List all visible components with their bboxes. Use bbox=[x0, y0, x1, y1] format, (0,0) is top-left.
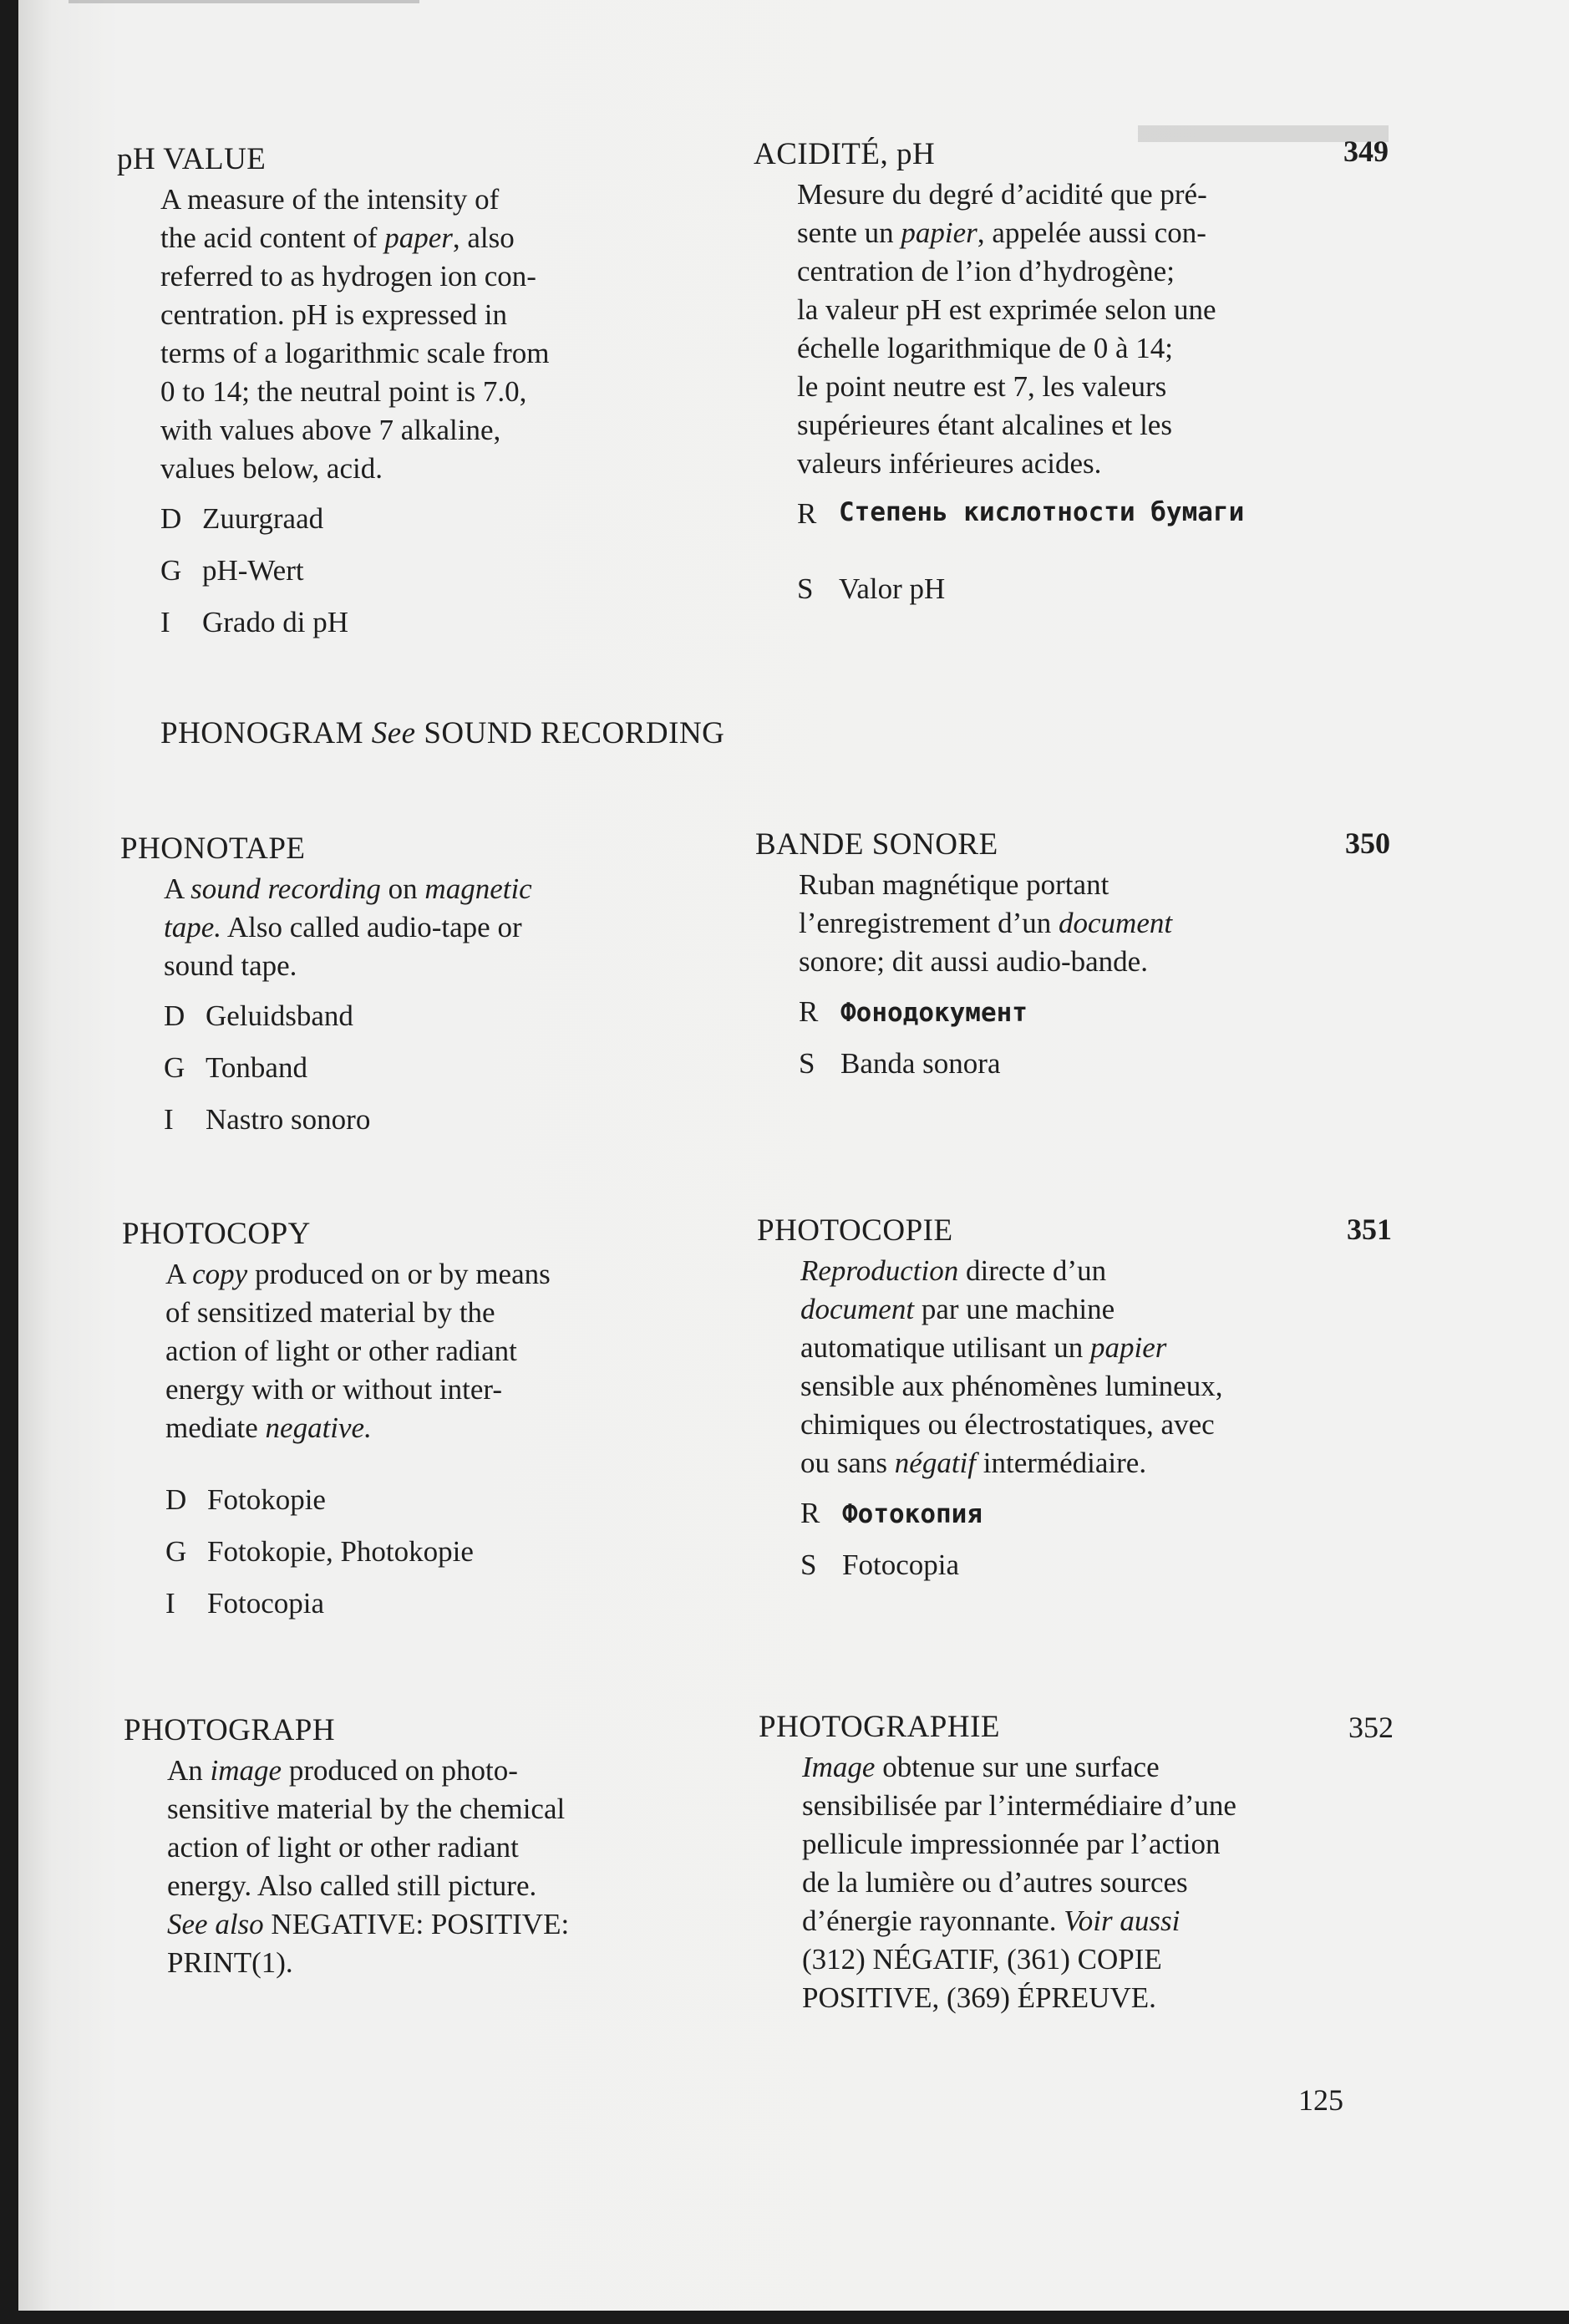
definition-line: document par une machine bbox=[800, 1293, 1115, 1325]
entry-ph-value bbox=[117, 140, 752, 655]
definition-line: A copy produced on or by means bbox=[165, 1258, 551, 1290]
translation-row: I Nastro sonoro bbox=[164, 1103, 371, 1136]
entry-acidite bbox=[754, 135, 1405, 622]
book-page bbox=[18, 0, 1569, 2311]
cross-reference-phonogram: PHONOGRAM See SOUND RECORDING bbox=[160, 716, 725, 750]
definition-line: POSITIVE, (369) ÉPREUVE. bbox=[802, 1981, 1156, 2014]
definition-line: centration. pH is expressed in bbox=[160, 298, 508, 331]
translation-row: D Zuurgraad bbox=[160, 502, 324, 535]
definition-line: sonore; dit aussi audio-bande. bbox=[799, 945, 1148, 978]
definition-line: values below, acid. bbox=[160, 452, 383, 485]
definition-line: tape. Also called audio-tape or bbox=[164, 911, 522, 943]
translations bbox=[120, 997, 755, 1152]
entry-photographie bbox=[759, 1708, 1427, 2017]
translation-row: R Фотокопия bbox=[800, 1497, 983, 1529]
definition-line: ou sans négatif intermédiaire. bbox=[800, 1447, 1147, 1479]
translation-row: S Fotocopia bbox=[800, 1548, 959, 1581]
entry-number: 352 bbox=[1348, 1711, 1394, 1744]
entry-definition bbox=[122, 1255, 757, 1447]
definition-line: energy. Also called still picture. bbox=[167, 1869, 537, 1902]
translation-row: D Geluidsband bbox=[164, 999, 353, 1032]
definition-line: with values above 7 alkaline, bbox=[160, 414, 501, 446]
definition-line: referred to as hydrogen ion con- bbox=[160, 260, 536, 292]
entry-bande-sonore bbox=[755, 826, 1407, 1096]
entry-heading: PHOTOCOPIE bbox=[757, 1213, 953, 1248]
definition-line: l’enregistrement d’un document bbox=[799, 907, 1173, 939]
entry-number: 351 bbox=[1347, 1213, 1392, 1246]
translations bbox=[754, 495, 1405, 622]
entry-number: 349 bbox=[1343, 135, 1389, 168]
definition-line: sensible aux phénomènes lumineux, bbox=[800, 1370, 1223, 1402]
entry-heading: pH VALUE bbox=[117, 142, 267, 176]
page-number: 125 bbox=[1298, 2083, 1343, 2117]
entry-photocopy bbox=[122, 1215, 757, 1636]
definition-line: (312) NÉGATIF, (361) COPIE bbox=[802, 1943, 1162, 1976]
entry-definition bbox=[117, 181, 752, 488]
definition-line: A measure of the intensity of bbox=[160, 183, 500, 216]
translation-row: G pH-Wert bbox=[160, 554, 304, 587]
translation-row: G Tonband bbox=[164, 1051, 307, 1084]
definition-line: Image obtenue sur une surface bbox=[802, 1751, 1160, 1783]
definition-line: Mesure du degré d’acidité que pré- bbox=[797, 178, 1207, 211]
definition-line: Ruban magnétique portant bbox=[799, 868, 1109, 901]
entry-definition bbox=[757, 1252, 1425, 1482]
entry-heading: PHOTOGRAPHIE bbox=[759, 1710, 1001, 1744]
definition-line: sensitive material by the chemical bbox=[167, 1793, 566, 1825]
definition-line: energy with or without inter- bbox=[165, 1373, 503, 1406]
definition-line: See also NEGATIVE: POSITIVE: bbox=[167, 1908, 570, 1940]
translations bbox=[122, 1481, 757, 1636]
translations bbox=[755, 993, 1407, 1096]
definition-line: the acid content of paper, also bbox=[160, 221, 515, 254]
entry-definition bbox=[120, 870, 755, 985]
entry-definition bbox=[754, 175, 1405, 483]
definition-line: d’énergie rayonnante. Voir aussi bbox=[802, 1904, 1181, 1937]
entry-heading: ACIDITÉ, pH bbox=[754, 137, 936, 171]
translations bbox=[117, 500, 752, 655]
translation-row: R Фонодокумент bbox=[799, 995, 1028, 1028]
translation-row: S Banda sonora bbox=[799, 1047, 1001, 1080]
translation-row: S Valor pH bbox=[797, 572, 946, 605]
translation-row: I Grado di pH bbox=[160, 606, 348, 638]
entry-definition bbox=[755, 866, 1407, 981]
definition-line: supérieures étant alcalines et les bbox=[797, 409, 1172, 441]
translation-row: G Fotokopie, Photokopie bbox=[165, 1535, 474, 1568]
definition-line: PRINT(1). bbox=[167, 1946, 293, 1979]
entry-definition bbox=[124, 1752, 775, 1982]
entry-photocopie bbox=[757, 1212, 1425, 1598]
definition-line: sensibilisée par l’intermédiaire d’une bbox=[802, 1789, 1236, 1822]
definition-line: échelle logarithmique de 0 à 14; bbox=[797, 332, 1173, 364]
definition-line: of sensitized material by the bbox=[165, 1296, 495, 1329]
entry-definition bbox=[759, 1748, 1427, 2017]
translations bbox=[757, 1494, 1425, 1598]
entry-heading: BANDE SONORE bbox=[755, 827, 998, 862]
definition-line: chimiques ou électrostatiques, avec bbox=[800, 1408, 1215, 1441]
entry-heading: PHOTOCOPY bbox=[122, 1217, 311, 1251]
definition-line: la valeur pH est exprimée selon une bbox=[797, 293, 1216, 326]
definition-line: A sound recording on magnetic bbox=[164, 872, 532, 905]
definition-line: sente un papier, appelée aussi con- bbox=[797, 216, 1206, 249]
definition-line: valeurs inférieures acides. bbox=[797, 447, 1102, 480]
entry-photograph bbox=[124, 1711, 775, 1982]
definition-line: automatique utilisant un papier bbox=[800, 1331, 1167, 1364]
definition-line: 0 to 14; the neutral point is 7.0, bbox=[160, 375, 527, 408]
translation-row: R Степень кислотности бумаги bbox=[797, 497, 1245, 530]
translation-row: D Fotokopie bbox=[165, 1483, 326, 1516]
entry-heading: PHOTOGRAPH bbox=[124, 1713, 336, 1747]
definition-line: An image produced on photo- bbox=[167, 1754, 518, 1787]
entry-heading: PHONOTAPE bbox=[120, 831, 306, 866]
definition-line: sound tape. bbox=[164, 949, 297, 982]
definition-line: mediate negative. bbox=[165, 1411, 372, 1444]
entry-phonotape bbox=[120, 830, 755, 1152]
translation-row: I Fotocopia bbox=[165, 1587, 324, 1620]
definition-line: Reproduction directe d’un bbox=[800, 1254, 1107, 1287]
definition-line: le point neutre est 7, les valeurs bbox=[797, 370, 1167, 403]
definition-line: centration de l’ion d’hydrogène; bbox=[797, 255, 1175, 287]
entry-number: 350 bbox=[1345, 826, 1390, 860]
definition-line: de la lumière ou d’autres sources bbox=[802, 1866, 1188, 1899]
definition-line: pellicule impressionnée par l’action bbox=[802, 1828, 1221, 1860]
definition-line: action of light or other radiant bbox=[167, 1831, 519, 1864]
definition-line: action of light or other radiant bbox=[165, 1335, 517, 1367]
definition-line: terms of a logarithmic scale from bbox=[160, 337, 550, 369]
page-edge-line bbox=[69, 0, 419, 3]
